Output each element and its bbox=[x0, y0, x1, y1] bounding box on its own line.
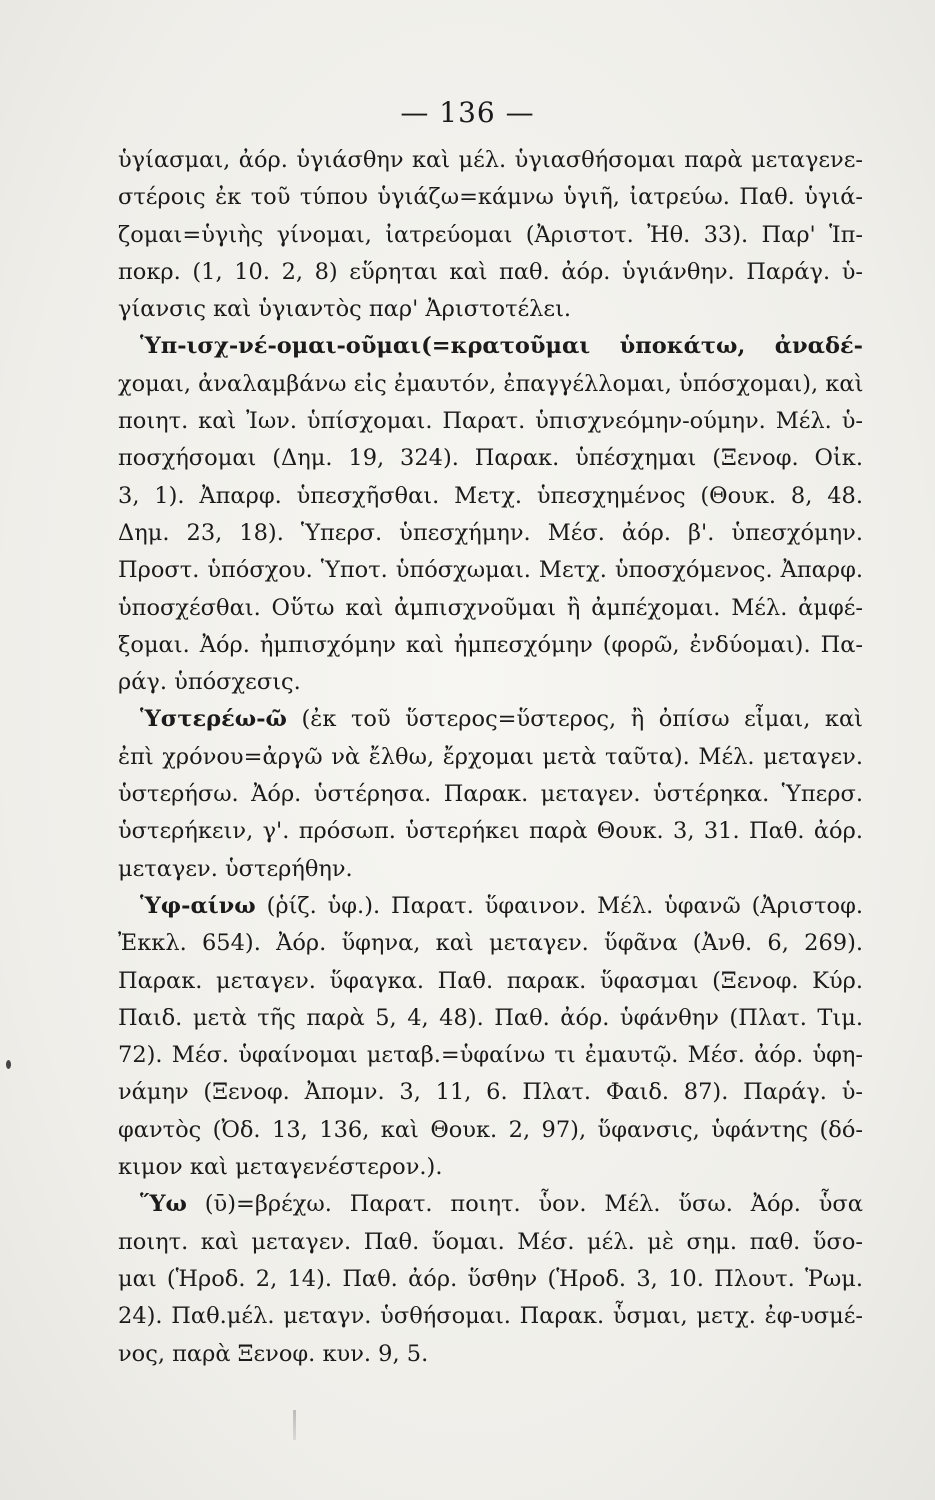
text-line: Ἐκκλ. 654). Ἀόρ. ὕφηνα, καὶ μεταγεν. ὕφᾶνα (Ἀνθ. 6, 269). bbox=[118, 930, 863, 957]
text-line: Παρακ. μεταγεν. ὕφαγκα. Παθ. παρακ. ὕφασμαι (Ξενοφ. Κύρ. bbox=[118, 967, 863, 994]
text-line: ποκρ. (1, 10. 2, 8) εὕρηται καὶ παθ. ἀόρ. ὑγιάνθην. Παράγ. ὑ- bbox=[118, 258, 863, 285]
text-line: Παιδ. μετὰ τῆς παρὰ 5, 4, 48). Παθ. ἀόρ. ὑφάνθην (Πλατ. Τιμ. bbox=[118, 1004, 863, 1031]
margin-ink-spot bbox=[6, 1060, 11, 1069]
text-line: ἐπὶ χρόνου=ἀργῶ νὰ ἔλθω, ἔρχομαι μετὰ ταῦτα). Μέλ. μεταγεν. bbox=[118, 743, 863, 770]
entry-headline: Ὑστερέω-ῶ (ἐκ τοῦ ὕστερος=ὕστερος, ἢ ὀπίσω εἶμαι, καὶ bbox=[140, 706, 863, 733]
text-line: 24). Παθ.μέλ. μεταγν. ὑσθήσομαι. Παρακ. ὗσμαι, μετχ. ἐφ-υσμέ- bbox=[118, 1303, 863, 1330]
entry-headline: Ὕω (ῡ)=βρέχω. Παρατ. ποιητ. ὗον. Μέλ. ὕσω. Ἀόρ. ὗσα bbox=[140, 1191, 863, 1218]
text-line: Δημ. 23, 18). Ὑπερσ. ὑπεσχήμην. Μέσ. ἀόρ. β'. ὑπεσχόμην. bbox=[118, 519, 863, 546]
text-line: ποιητ. καὶ μεταγεν. Παθ. ὕομαι. Μέσ. μέλ. μὲ σημ. παθ. ὕσο- bbox=[118, 1228, 863, 1255]
entry-headline: Ὑπ-ισχ-νέ-ομαι-οῦμαι(=κρατοῦμαι ὑποκάτω, ἀναδέ- bbox=[140, 333, 863, 360]
text-line: ὑποσχέσθαι. Οὕτω καὶ ἀμπισχνοῦμαι ἢ ἀμπέχομαι. Μέλ. ἀμφέ- bbox=[118, 594, 863, 621]
dictionary-text bbox=[118, 142, 863, 1373]
text-line: ποιητ. καὶ Ἰων. ὑπίσχομαι. Παρατ. ὑπισχνεόμην-ούμην. Μέλ. ὑ- bbox=[118, 408, 863, 435]
text-line: φαντὸς (Ὀδ. 13, 136, καὶ Θουκ. 2, 97), ὕφανσις, ὑφάντης (δό- bbox=[118, 1116, 863, 1143]
text-line: ὑστερήσω. Ἀόρ. ὑστέρησα. Παρακ. μεταγεν. ὑστέρηκα. Ὑπερσ. bbox=[118, 781, 863, 808]
text-line: ξομαι. Ἀόρ. ἠμπισχόμην καὶ ἠμπεσχόμην (φορῶ, ἐνδύομαι). Πα- bbox=[118, 631, 863, 658]
text-line: νάμην (Ξενοφ. Ἀπομν. 3, 11, 6. Πλατ. Φαιδ. 87). Παράγ. ὑ- bbox=[118, 1079, 863, 1106]
text-line: ὑγίασμαι, ἀόρ. ὑγιάσθην καὶ μέλ. ὑγιασθήσομαι παρὰ μεταγενε- bbox=[118, 147, 863, 173]
text-line: ποσχήσομαι (Δημ. 19, 324). Παρακ. ὑπέσχημαι (Ξενοφ. Οἰκ. bbox=[118, 445, 863, 472]
headword: Ὑστερέω-ῶ bbox=[140, 706, 287, 733]
text-line: Προστ. ὑπόσχου. Ὑποτ. ὑπόσχωμαι. Μετχ. ὑποσχόμενος. Ἀπαρφ. bbox=[118, 557, 863, 584]
text-line: γίανσις καὶ ὑγιαντὸς παρ' Ἀριστοτέλει. bbox=[118, 296, 572, 323]
text-line: ράγ. ὑπόσχεσις. bbox=[118, 669, 301, 696]
text-line: κιμον καὶ μεταγενέστερον.). bbox=[118, 1154, 443, 1181]
text-line: χομαι, ἀναλαμβάνω εἰς ἐμαυτόν, ἐπαγγέλλομαι, ὑπόσχομαι), καὶ bbox=[118, 370, 863, 397]
entry-headline: Ὑφ-αίνω (ῥίζ. ὑφ.). Παρατ. ὕφαινον. Μέλ. ὑφανῶ (Ἀριστοφ. bbox=[140, 892, 863, 919]
headword: Ὕω bbox=[140, 1191, 187, 1218]
text-line: στέροις ἐκ τοῦ τύπου ὑγιάζω=κάμνω ὑγιῆ, ἰατρεύω. Παθ. ὑγιά- bbox=[118, 184, 863, 211]
text-line: 72). Μέσ. ὑφαίνομαι μεταβ.=ὑφαίνω τι ἐμαυτῷ. Μέσ. ἀόρ. ὑφη- bbox=[118, 1042, 863, 1069]
text-line: μαι (Ἡροδ. 2, 14). Παθ. ἀόρ. ὕσθην (Ἡροδ. 3, 10. Πλουτ. Ῥωμ. bbox=[118, 1265, 863, 1292]
text-line: 3, 1). Ἀπαρφ. ὑπεσχῆσθαι. Μετχ. ὑπεσχημένος (Θουκ. 8, 48. bbox=[118, 482, 863, 509]
headword: Ὑφ-αίνω bbox=[140, 892, 256, 919]
text-line: ὑστερήκειν, γ'. πρόσωπ. ὑστερήκει παρὰ Θουκ. 3, 31. Παθ. ἀόρ. bbox=[118, 818, 863, 845]
headword: Ὑπ-ισχ-νέ-ομαι-οῦμαι(=κρατοῦμαι bbox=[140, 333, 591, 360]
page-smudge bbox=[293, 1410, 296, 1440]
text-line: μεταγεν. ὑστερήθην. bbox=[118, 855, 353, 882]
text-line: ζομαι=ὑγιὴς γίνομαι, ἰατρεύομαι (Ἀριστοτ. Ἠθ. 33). Παρ' Ἱπ- bbox=[118, 221, 863, 248]
page-number: — 136 — bbox=[400, 96, 535, 129]
text-line: νος, παρὰ Ξενοφ. κυν. 9, 5. bbox=[118, 1340, 429, 1367]
